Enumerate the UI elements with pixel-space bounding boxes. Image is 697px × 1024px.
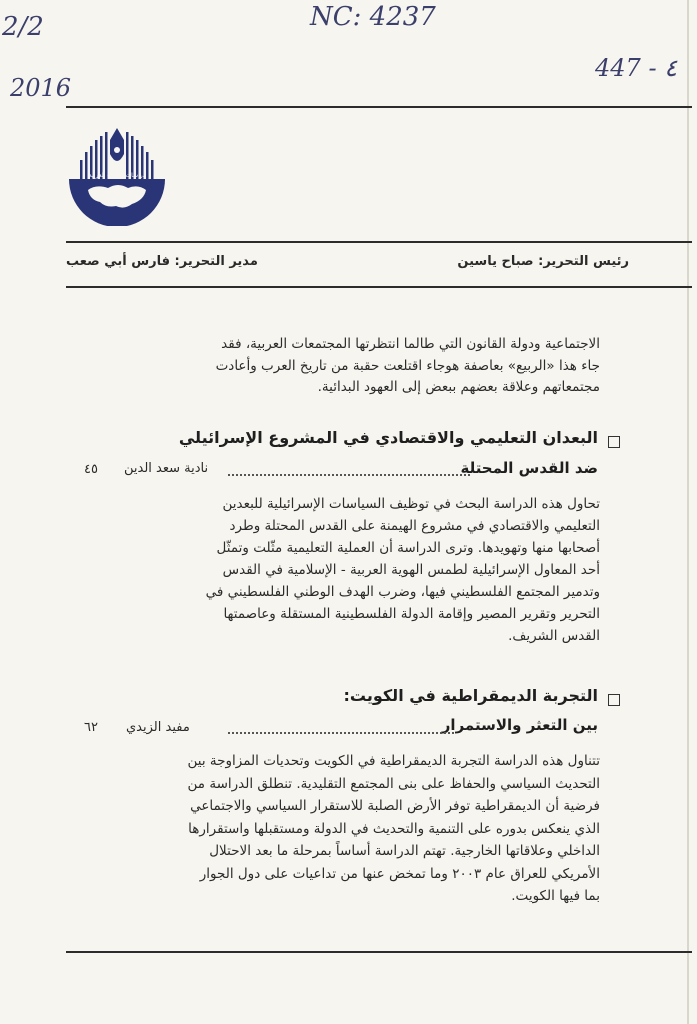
abstract-line: التحرير وتقرير المصير وإقامة الدولة الفلسطينية المستقلة وعاصمتها (223, 606, 600, 622)
handwritten-note-page-ref: 447 - ٤ (595, 54, 678, 82)
svg-text:دراسات الوحدة العربية: دراسات الوحدة العربية (88, 172, 146, 179)
abstract-line: تحاول هذه الدراسة البحث في توظيف السياسات الإسرائيلية للبعدين (222, 496, 600, 512)
intro-line: جاء هذا «الربيع» بعاصفة هوجاء اقتلعت حقبة من تاريخ العرب وأعادت (215, 357, 600, 374)
abstract-line: وتدمير المجتمع الفلسطيني فيها، وضرب الهدف الوطني الفلسطيني في (205, 584, 600, 600)
article-bullet-checkbox (608, 436, 620, 448)
abstract-line: فرضية أن الديمقراطية توفر الأرض الصلبة للاستقرار السياسي والاجتماعي (190, 798, 600, 814)
abstract-line: أصحابها منها وتهويدها. وترى الدراسة أن العملية التعليمية مثّلت وتمثّل (216, 540, 600, 556)
abstract-line: القدس الشريف. (508, 628, 600, 644)
article-author: نادية سعد الدين (124, 461, 209, 476)
intro-paragraph (178, 334, 600, 399)
article-subtitle: بين التعثر والاستمرار (441, 716, 598, 734)
article-page-number: ٦٢ (84, 720, 98, 735)
handwritten-note-call-number: NC: 4237 (310, 2, 436, 32)
article-abstract (176, 493, 600, 647)
abstract-line: أحد المعاول الإسرائيلية لطمس الهوية العربية - الإسلامية في القدس (222, 562, 600, 578)
article-bullet-checkbox (608, 694, 620, 706)
article-author: مفيد الزيدي (126, 720, 190, 735)
abstract-line: بما فيها الكويت. (511, 888, 600, 904)
abstract-line: الأمريكي للعراق عام ٢٠٠٣ وما تمخض عنها من تداعيات على دول الجوار (199, 865, 600, 882)
toc-leader-dots (228, 474, 470, 476)
abstract-line: الداخلي وعلاقاتها الخارجية. تهتم الدراسة أساساً بمرحلة ما بعد الاحتلال (209, 843, 600, 859)
toc-leader-dots (228, 732, 454, 734)
managing-editor: مدير التحرير: فارس أبي صعب (66, 254, 258, 269)
abstract-line: التعليمي والاقتصادي في مشروع الهيمنة على القدس المحتلة وطرد (229, 518, 600, 534)
handwritten-note-fraction: 2/2 (2, 12, 44, 42)
abstract-line: الذي ينعكس بدوره على التنمية والتحديث في الدولة ومستقبلها واستقرارها (188, 820, 600, 837)
journal-logo (66, 124, 168, 226)
intro-line: الاجتماعية ودولة القانون التي طالما انتظرتها المجتمعات العربية، فقد (221, 336, 600, 352)
abstract-line: التحديث السياسي والحفاظ على بنى المجتمع التقليدية. تنطلق الدراسة من (187, 775, 600, 792)
article-title: التجربة الديمقراطية في الكويت: (343, 686, 598, 705)
editor-in-chief: رئيس التحرير: صباح ياسين (457, 254, 629, 269)
article-page-number: ٤٥ (84, 462, 98, 477)
page-edge (687, 0, 689, 1024)
abstract-line: تتناول هذه الدراسة التجربة الديمقراطية في الكويت وتحديات المزاوجة بين (187, 753, 600, 769)
bottom-rule (66, 951, 692, 953)
article-title: البعدان التعليمي والاقتصادي في المشروع الإسرائيلي (178, 428, 598, 447)
intro-line: مجتمعاتهم وعلاقة بعضهم ببعض إلى العهود البدائية. (317, 379, 600, 395)
top-rule (66, 106, 692, 108)
masthead-top-rule (66, 241, 692, 243)
article-subtitle: ضد القدس المحتلة (460, 459, 598, 477)
article-abstract (176, 750, 600, 908)
handwritten-note-year: 2016 (10, 74, 72, 102)
masthead-bottom-rule (66, 286, 692, 288)
